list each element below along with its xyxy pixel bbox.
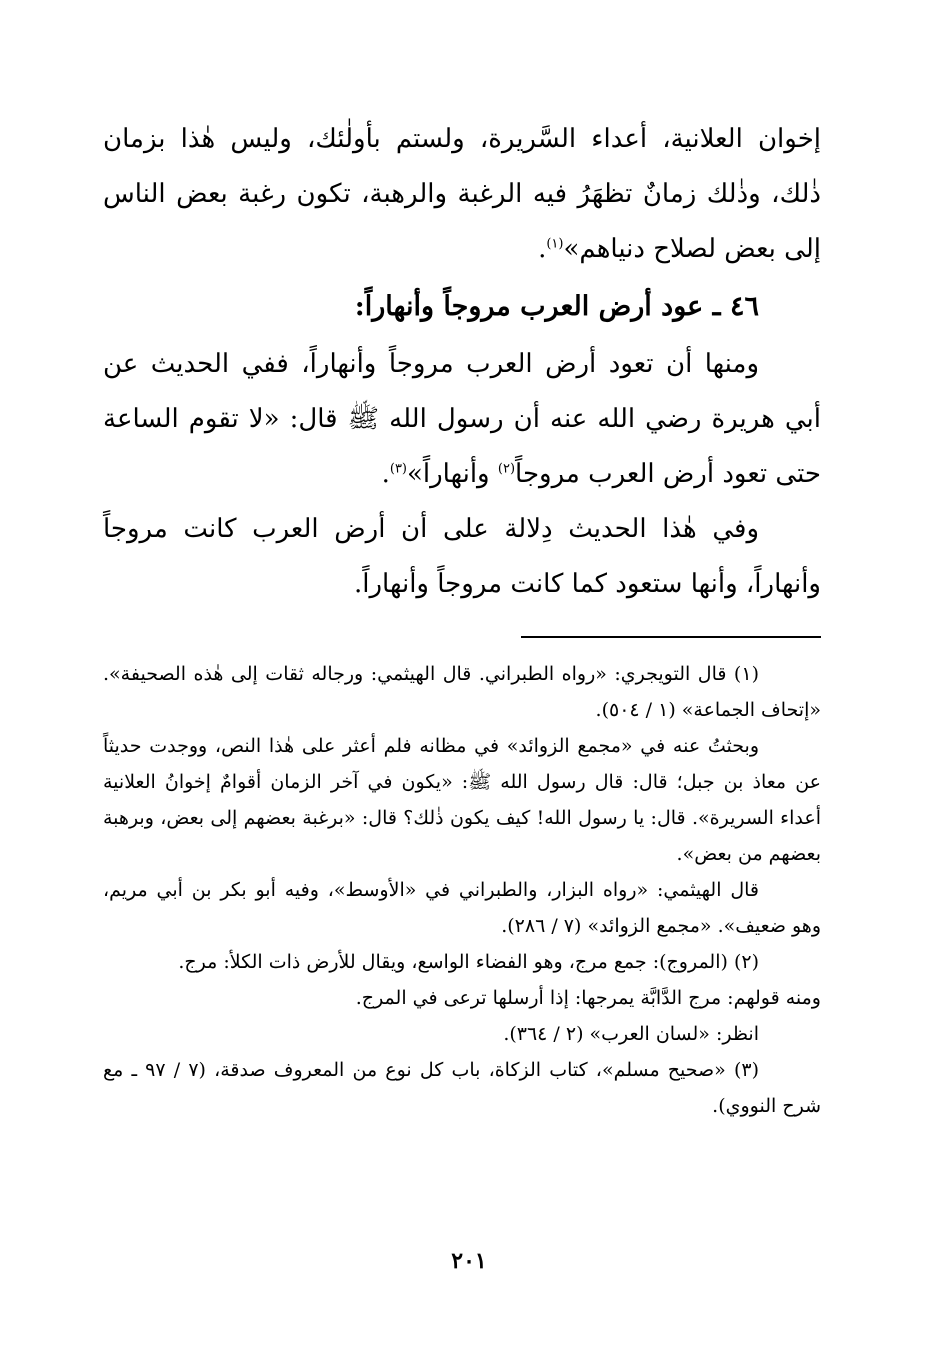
footnote-1: (١) قال التويجري: «رواه الطبراني. قال الهيثمي: ورجاله ثقات إلى هٰذه الصحيفة». «إتحاف الجماعة» (١ / ٥٠٤).	[103, 663, 821, 721]
main-text	[103, 112, 821, 612]
footnote-separator	[521, 636, 821, 638]
footnote-ref-2: (٢)	[497, 461, 516, 477]
footnotes	[103, 656, 821, 1124]
footnote-2-source: انظر: «لسان العرب» (٢ / ٣٦٤).	[503, 1023, 759, 1045]
footnote-3: (٣) «صحيح مسلم»، كتاب الزكاة، باب كل نوع من المعروف صدقة، (٧ / ٩٧ ـ مع شرح النووي).	[103, 1059, 821, 1117]
footnote-ref-3: (٣)	[389, 461, 407, 477]
paragraph-1	[103, 112, 821, 277]
paragraph-2-text: ومنها أن تعود أرض العرب مروجاً وأنهاراً، ففي الحديث عن أبي هريرة رضي الله عنه أن رسول الله ﷺ قال: «لا تقوم الساعة حتى تعود أرض العرب مروجاً	[103, 349, 821, 489]
paragraph-1-text: إخوان العلانية، أعداء السَّريرة، ولستم بأولٰئك، وليس هٰذا بزمان ذٰلك، وذٰلك زمانٌ تظهَرُ فيه الرغبة والرهبة، تكون رغبة بعض الناس إلى بعض لصلاح دنياهم»	[103, 124, 821, 264]
footnote-2-continuation: ومنه قولهم: مرج الدَّابَّة يمرجها: إذا أرسلها ترعى في المرج.	[355, 987, 821, 1009]
section-heading: ٤٦ ـ عود أرض العرب مروجاً وأنهاراً:	[354, 291, 759, 322]
footnote-1-continuation: وبحثتُ عنه في «مجمع الزوائد» في مظانه فلم أعثر على هٰذا النص، ووجدت حديثاً عن معاذ بن جبل؛ قال: قال رسول الله ﷺ: «يكون في آخر الزمان أقوامٌ إخوانُ العلانية أعداء السريرة». قال: يا رسول الله! كيف يكون ذٰلك؟ قال: «برغبة بعضهم إلى بعض، وبرهبة بعضهم من بعض».	[103, 735, 821, 865]
footnote-ref-1: (١)	[546, 236, 564, 252]
paragraph-2	[103, 337, 821, 502]
footnote-2: (٢) (المروج): جمع مرج، وهو الفضاء الواسع، ويقال للأرض ذات الكلأ: مرج.	[178, 951, 759, 973]
paragraph-2-end: .	[381, 459, 390, 489]
footnote-1-source: قال الهيثمي: «رواه البزار، والطبراني في «الأوسط»، وفيه أبو بكر بن أبي مريم، وهو ضعيف». «مجمع الزوائد» (٧ / ٢٨٦).	[103, 879, 821, 937]
paragraph-3: وفي هٰذا الحديث دِلالة على أن أرض العرب كانت مروجاً وأنهاراً، وأنها ستعود كما كانت مروجاً وأنهاراً.	[103, 514, 821, 599]
page-number: ٢٠١	[451, 1248, 487, 1274]
paragraph-2-middle: وأنهاراً»	[407, 459, 498, 489]
paragraph-1-end: .	[538, 234, 547, 264]
